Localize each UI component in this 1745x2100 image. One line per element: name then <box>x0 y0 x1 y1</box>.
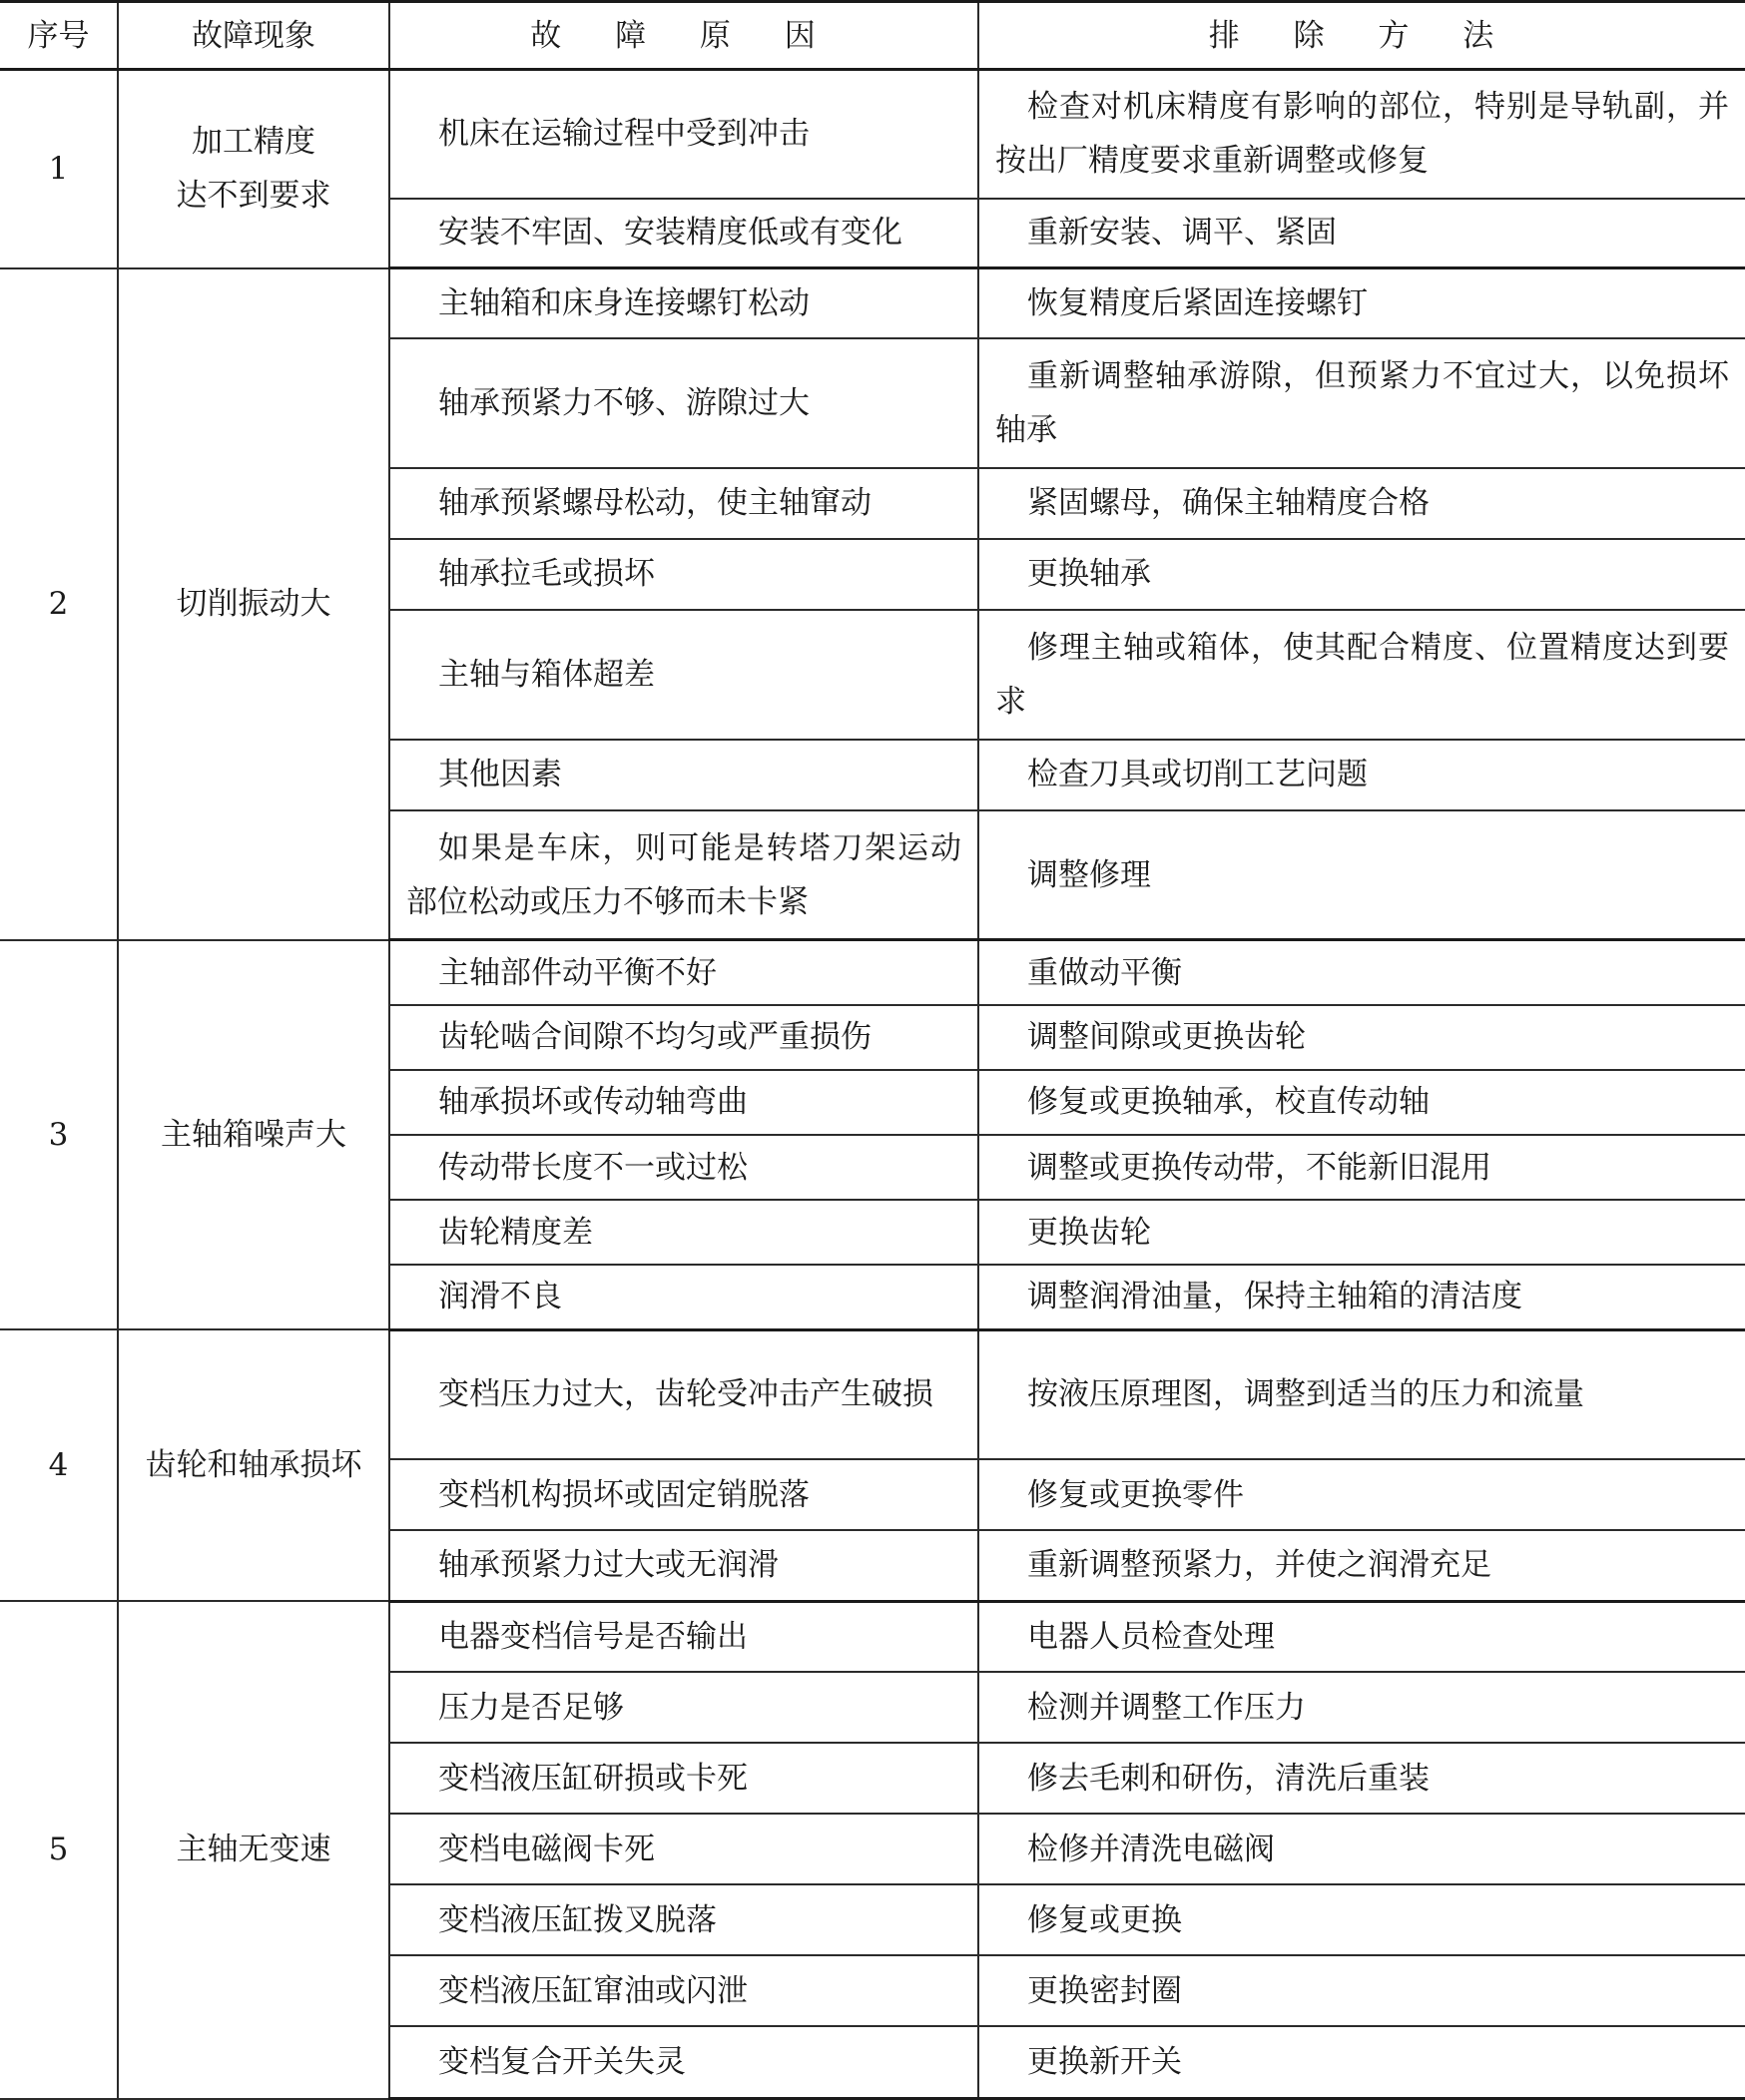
fault-cause: 变档液压缸研损或卡死 <box>389 1743 978 1814</box>
row-number: 4 <box>0 1329 118 1601</box>
fault-cause: 传动带长度不一或过松 <box>389 1135 978 1200</box>
header-remedy: 排 除 方 法 <box>978 2 1745 70</box>
table-row <box>0 1601 1745 1672</box>
fault-remedy: 调整或更换传动带，不能新旧混用 <box>978 1135 1745 1200</box>
fault-remedy: 修去毛刺和研伤，清洗后重装 <box>978 1743 1745 1814</box>
fault-symptom: 切削振动大 <box>118 268 389 940</box>
fault-remedy: 调整修理 <box>978 810 1745 940</box>
row-number: 1 <box>0 70 118 268</box>
table-row <box>0 70 1745 199</box>
fault-remedy: 修复或更换零件 <box>978 1459 1745 1530</box>
fault-symptom: 主轴箱噪声大 <box>118 940 389 1329</box>
fault-remedy: 检查刀具或切削工艺问题 <box>978 740 1745 810</box>
fault-remedy: 更换轴承 <box>978 539 1745 610</box>
fault-cause: 变档压力过大，齿轮受冲击产生破损 <box>389 1329 978 1459</box>
fault-remedy: 检修并清洗电磁阀 <box>978 1814 1745 1884</box>
fault-cause: 变档机构损坏或固定销脱落 <box>389 1459 978 1530</box>
fault-cause: 变档液压缸窜油或闪泄 <box>389 1955 978 2026</box>
table-body <box>0 70 1745 2099</box>
fault-symptom: 加工精度 达不到要求 <box>118 70 389 268</box>
fault-cause: 压力是否足够 <box>389 1672 978 1743</box>
fault-remedy: 恢复精度后紧固连接螺钉 <box>978 268 1745 338</box>
fault-remedy: 电器人员检查处理 <box>978 1601 1745 1672</box>
fault-remedy: 紧固螺母，确保主轴精度合格 <box>978 468 1745 539</box>
fault-remedy: 更换齿轮 <box>978 1200 1745 1265</box>
fault-cause: 轴承预紧螺母松动，使主轴窜动 <box>389 468 978 539</box>
fault-cause: 润滑不良 <box>389 1265 978 1329</box>
fault-remedy: 重新安装、调平、紧固 <box>978 199 1745 268</box>
fault-cause: 变档液压缸拨叉脱落 <box>389 1884 978 1955</box>
fault-cause: 齿轮精度差 <box>389 1200 978 1265</box>
fault-remedy: 检查对机床精度有影响的部位，特别是导轨副，并按出厂精度要求重新调整或修复 <box>978 70 1745 199</box>
row-number: 2 <box>0 268 118 940</box>
fault-cause: 轴承损坏或传动轴弯曲 <box>389 1070 978 1135</box>
fault-cause: 主轴与箱体超差 <box>389 610 978 740</box>
fault-cause: 电器变档信号是否输出 <box>389 1601 978 1672</box>
fault-remedy: 更换密封圈 <box>978 1955 1745 2026</box>
header-cause: 故 障 原 因 <box>389 2 978 70</box>
fault-remedy: 修复或更换轴承，校直传动轴 <box>978 1070 1745 1135</box>
fault-cause: 其他因素 <box>389 740 978 810</box>
fault-cause: 机床在运输过程中受到冲击 <box>389 70 978 199</box>
fault-remedy: 更换新开关 <box>978 2026 1745 2098</box>
table-row <box>0 940 1745 1005</box>
fault-remedy: 重新调整预紧力，并使之润滑充足 <box>978 1530 1745 1601</box>
fault-cause: 变档复合开关失灵 <box>389 2026 978 2098</box>
fault-remedy: 调整间隙或更换齿轮 <box>978 1005 1745 1070</box>
row-number: 5 <box>0 1601 118 2098</box>
fault-remedy: 重做动平衡 <box>978 940 1745 1005</box>
fault-cause: 如果是车床，则可能是转塔刀架运动部位松动或压力不够而未卡紧 <box>389 810 978 940</box>
fault-cause: 轴承预紧力过大或无润滑 <box>389 1530 978 1601</box>
fault-cause: 齿轮啮合间隙不均匀或严重损伤 <box>389 1005 978 1070</box>
fault-remedy: 修复或更换 <box>978 1884 1745 1955</box>
row-number: 3 <box>0 940 118 1329</box>
fault-symptom: 齿轮和轴承损坏 <box>118 1329 389 1601</box>
header-row <box>0 2 1745 70</box>
table-row <box>0 268 1745 338</box>
fault-symptom: 主轴无变速 <box>118 1601 389 2098</box>
fault-remedy: 修理主轴或箱体，使其配合精度、位置精度达到要求 <box>978 610 1745 740</box>
fault-cause: 变档电磁阀卡死 <box>389 1814 978 1884</box>
fault-cause: 主轴部件动平衡不好 <box>389 940 978 1005</box>
header-no: 序号 <box>0 2 118 70</box>
fault-remedy: 检测并调整工作压力 <box>978 1672 1745 1743</box>
fault-cause: 安装不牢固、安装精度低或有变化 <box>389 199 978 268</box>
fault-cause: 主轴箱和床身连接螺钉松动 <box>389 268 978 338</box>
header-symptom: 故障现象 <box>118 2 389 70</box>
fault-cause: 轴承预紧力不够、游隙过大 <box>389 338 978 468</box>
fault-remedy: 按液压原理图，调整到适当的压力和流量 <box>978 1329 1745 1459</box>
table-row <box>0 1329 1745 1459</box>
fault-remedy: 调整润滑油量，保持主轴箱的清洁度 <box>978 1265 1745 1329</box>
fault-remedy: 重新调整轴承游隙，但预紧力不宜过大，以免损坏轴承 <box>978 338 1745 468</box>
fault-cause: 轴承拉毛或损坏 <box>389 539 978 610</box>
